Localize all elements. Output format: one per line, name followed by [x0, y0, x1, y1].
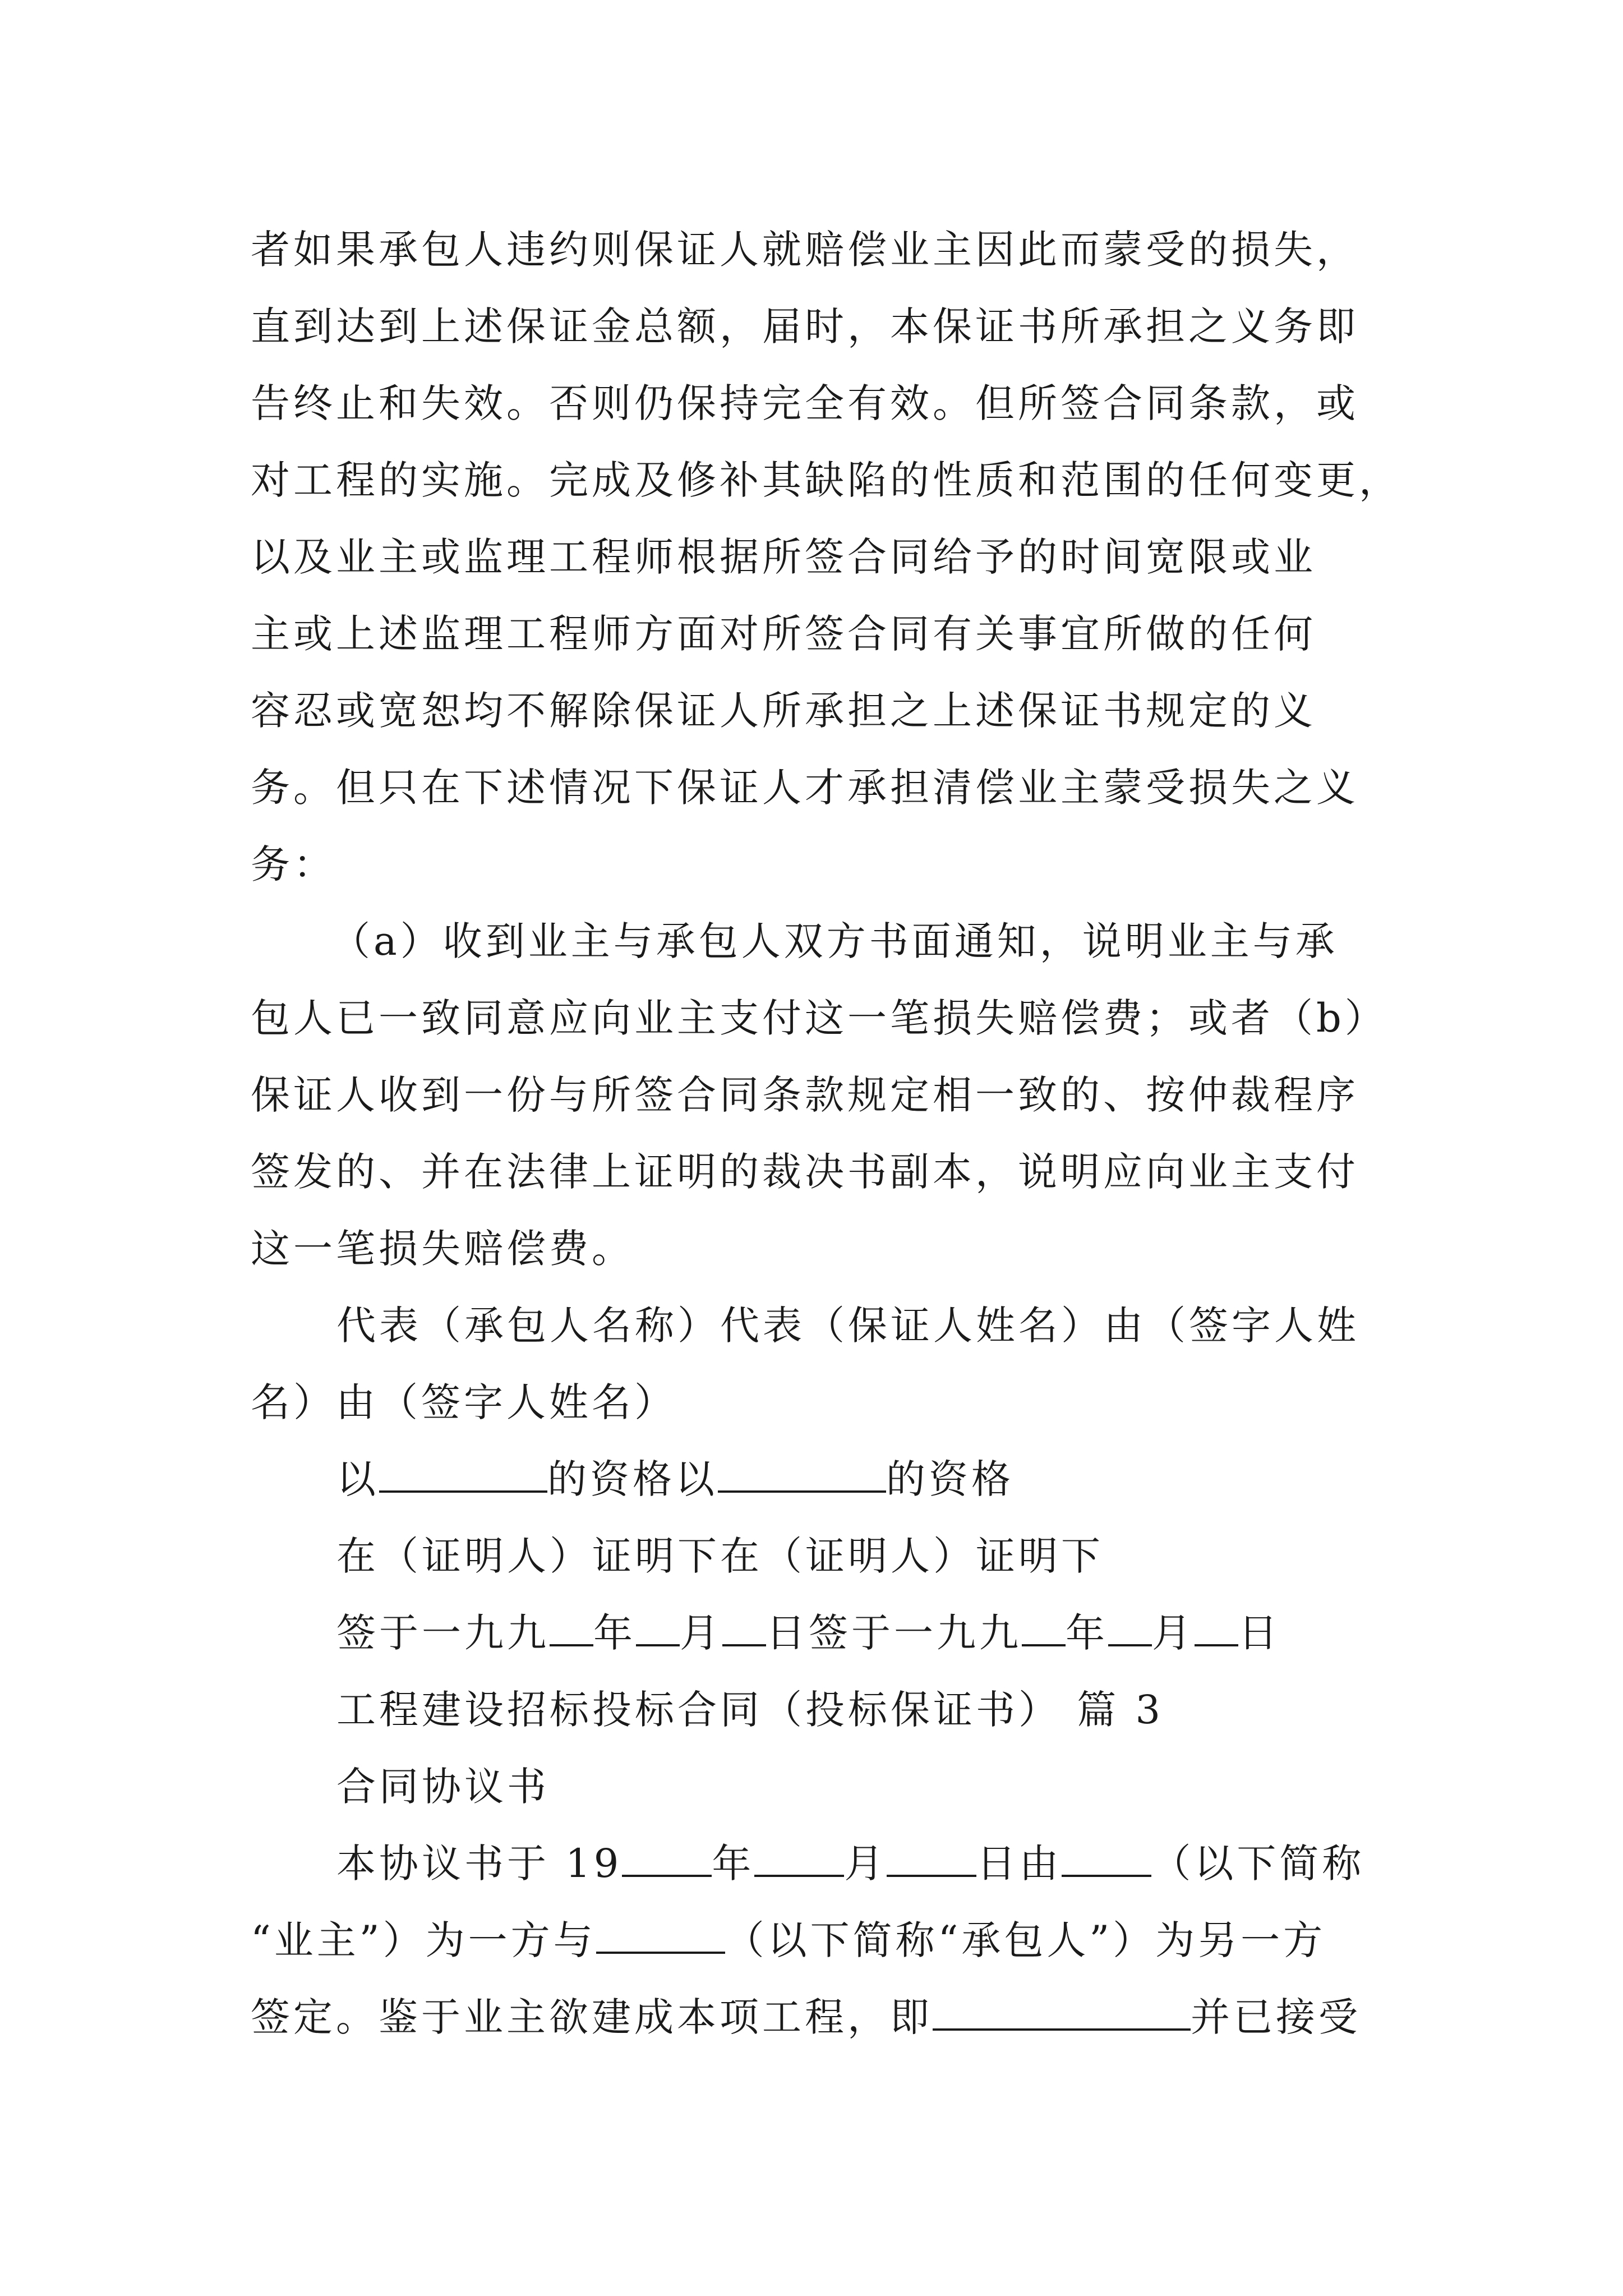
- paragraph-line: 保证人收到一份与所签合同条款规定相一致的、按仲裁程序: [251, 1072, 1359, 1118]
- paragraph-line: 代表（承包人名称）代表（保证人姓名）由（签字人姓: [336, 1303, 1359, 1349]
- blank-line: [636, 1605, 680, 1646]
- paragraph-line: 直到达到上述保证金总额，届时，本保证书所承担之义务即: [251, 303, 1359, 349]
- section-title: 工程建设招标投标合同（投标保证书） 篇 3: [336, 1687, 1164, 1733]
- paragraph-line: 名）由（签字人姓名）: [251, 1379, 677, 1425]
- agreement-text: （以下简称: [1151, 1841, 1365, 1887]
- paragraph-line: 者如果承包人违约则保证人就赔偿业主因此而蒙受的损失，: [251, 227, 1359, 273]
- blank-line: [1062, 1835, 1151, 1877]
- paragraph-line: 包人已一致同意应向业主支付这一笔损失赔偿费；或者（b）: [251, 995, 1387, 1041]
- signed-date-line: [336, 1599, 1281, 1667]
- blank-line: [887, 1835, 976, 1877]
- date-text: 年: [1066, 1610, 1108, 1656]
- blank-line: [596, 1912, 725, 1954]
- blank-line: [379, 1451, 547, 1493]
- date-text: 月: [680, 1610, 722, 1656]
- blank-line: [550, 1605, 593, 1646]
- paragraph-line: 主或上述监理工程师方面对所签合同有关事宜所做的任何: [251, 611, 1316, 657]
- paragraph-line: 这一笔损失赔偿费。: [251, 1226, 634, 1272]
- paragraph-line: 对工程的实施。完成及修补其缺陷的性质和范围的任何变更，: [251, 457, 1401, 503]
- paragraph-line: 容忍或宽恕均不解除保证人所承担之上述保证书规定的义: [251, 688, 1316, 734]
- date-text: 日签于一九九: [766, 1610, 1022, 1656]
- agreement-text: 签定。鉴于业主欲建成本项工程，即: [251, 1994, 933, 2040]
- blank-line: [718, 1451, 886, 1493]
- date-text: 年: [593, 1610, 636, 1656]
- paragraph-line: 以及业主或监理工程师根据所签合同给予的时间宽限或业: [251, 534, 1316, 580]
- agreement-text: 日由: [976, 1841, 1062, 1887]
- agreement-line: [251, 1907, 1326, 1974]
- blank-line: [754, 1835, 844, 1877]
- agreement-text: 月: [844, 1841, 887, 1887]
- paragraph-line: （a）收到业主与承包人双方书面通知，说明业主与承: [331, 918, 1338, 964]
- qualification-line: [336, 1446, 1014, 1513]
- witness-line: 在（证明人）证明下在（证明人）证明下: [336, 1533, 1104, 1579]
- paragraph-line: 务：: [251, 841, 336, 887]
- paragraph-line: 签发的、并在法律上证明的裁决书副本，说明应向业主支付: [251, 1149, 1359, 1195]
- blank-line: [1195, 1605, 1238, 1646]
- agreement-text: “业主”）为一方与: [251, 1917, 596, 1963]
- agreement-text: （以下简称“承包人”）为另一方: [725, 1917, 1326, 1963]
- blank-line: [1022, 1605, 1066, 1646]
- paragraph-line: 告终止和失效。否则仍保持完全有效。但所签合同条款，或: [251, 380, 1359, 426]
- blank-line: [622, 1835, 712, 1877]
- qualification-prefix: 以: [336, 1456, 379, 1502]
- blank-line: [933, 1989, 1191, 2031]
- paragraph-line: 务。但只在下述情况下保证人才承担清偿业主蒙受损失之义: [251, 765, 1359, 811]
- date-text: 签于一九九: [336, 1610, 550, 1656]
- agreement-title: 合同协议书: [336, 1764, 550, 1810]
- agreement-text: 年: [712, 1841, 755, 1887]
- date-text: 日: [1238, 1610, 1281, 1656]
- agreement-text: 本协议书于 19: [336, 1841, 623, 1887]
- qualification-mid: 的资格以: [547, 1456, 718, 1502]
- blank-line: [722, 1605, 766, 1646]
- qualification-suffix: 的资格: [886, 1456, 1014, 1502]
- blank-line: [1108, 1605, 1152, 1646]
- date-text: 月: [1152, 1610, 1195, 1656]
- agreement-line: [251, 1984, 1361, 2051]
- agreement-text: 并已接受: [1191, 1994, 1361, 2040]
- agreement-line: [336, 1830, 1364, 1897]
